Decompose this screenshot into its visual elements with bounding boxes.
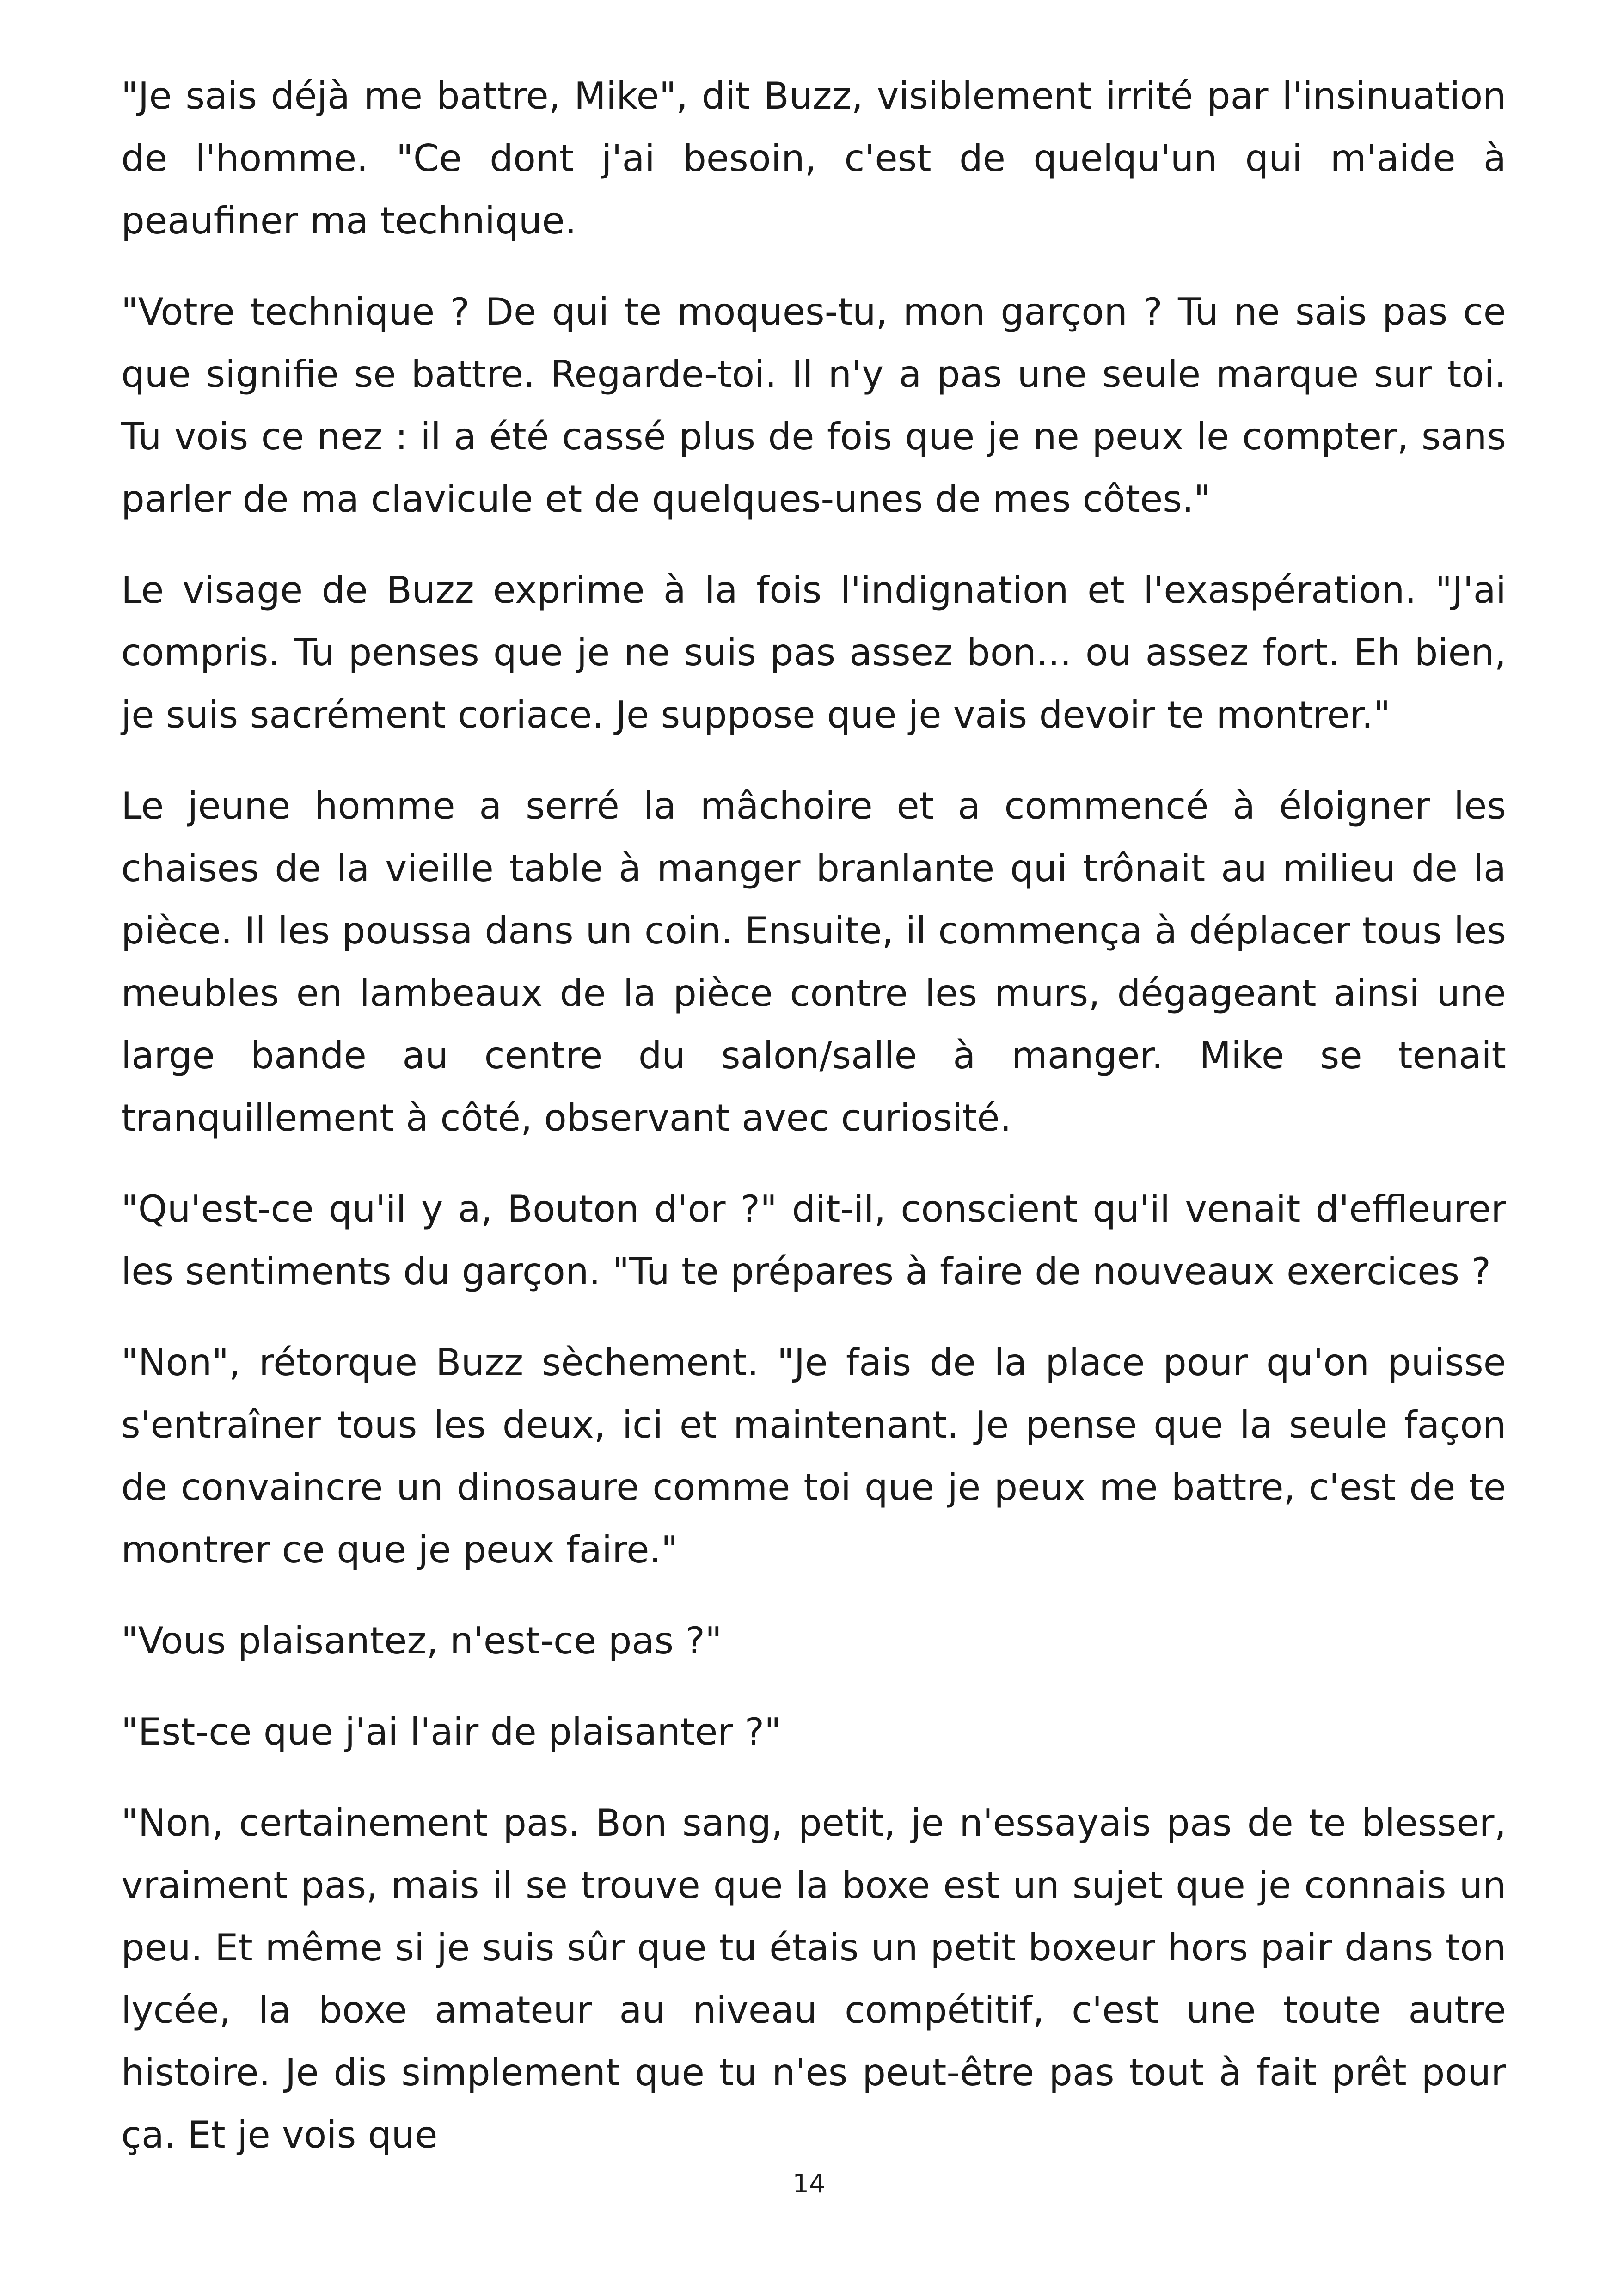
paragraph: "Est-ce que j'ai l'air de plaisanter ?" (121, 1710, 781, 1753)
paragraph: "Non", rétorque Buzz sèchement. "Je fais de la place pour qu'on puisse s'entraîner tous les deux, ici et maintenant. Je pense que la seule façon de convaincre un dinosaure comme toi que je peux me battre, c'est de te montrer ce que je peux faire." (121, 1341, 1506, 1571)
paragraph: "Je sais déjà me battre, Mike", dit Buzz, visiblement irrité par l'insinuation de l'homme. "Ce dont j'ai besoin, c'est de quelqu'un qui m'aide à peaufiner ma technique. (121, 74, 1506, 242)
page-body (121, 65, 1506, 2195)
paragraph: Le jeune homme a serré la mâchoire et a commencé à éloigner les chaises de la vieille table à manger branlante qui trônait au milieu de la pièce. Il les poussa dans un coin. Ensuite, il commença à déplacer tous les meubles en lambeaux de la pièce contre les murs, dégageant ainsi une large bande au centre du salon/salle à manger. Mike se tenait tranquillement à côté, observant avec curiosité. (121, 784, 1506, 1139)
paragraph: "Non, certainement pas. Bon sang, petit, je n'essayais pas de te blesser, vraiment pas, mais il se trouve que la boxe est un sujet que je connais un peu. Et même si je suis sûr que tu étais un petit boxeur hors pair dans ton lycée, la boxe amateur au niveau compétitif, c'est une toute autre histoire. Je dis simplement que tu n'es peut-être pas tout à fait prêt pour ça. Et je vois que (121, 1801, 1506, 2156)
paragraph: "Votre technique ? De qui te moques-tu, mon garçon ? Tu ne sais pas ce que signifie se battre. Regarde-toi. Il n'y a pas une seule marque sur toi. Tu vois ce nez : il a été cassé plus de fois que je ne peux le compter, sans parler de ma clavicule et de quelques-unes de mes côtes." (121, 290, 1506, 520)
paragraph: "Vous plaisantez, n'est-ce pas ?" (121, 1619, 722, 1662)
paragraph: "Qu'est-ce qu'il y a, Bouton d'or ?" dit-il, conscient qu'il venait d'effleurer les sentiments du garçon. "Tu te prépares à faire de nouveaux exercices ? (121, 1188, 1506, 1293)
paragraph: Le visage de Buzz exprime à la fois l'indignation et l'exaspération. "J'ai compris. Tu penses que je ne suis pas assez bon... ou assez fort. Eh bien, je suis sacrément coriace. Je suppose que je vais devoir te montrer." (121, 569, 1506, 736)
page-number: 14 (792, 2169, 826, 2199)
